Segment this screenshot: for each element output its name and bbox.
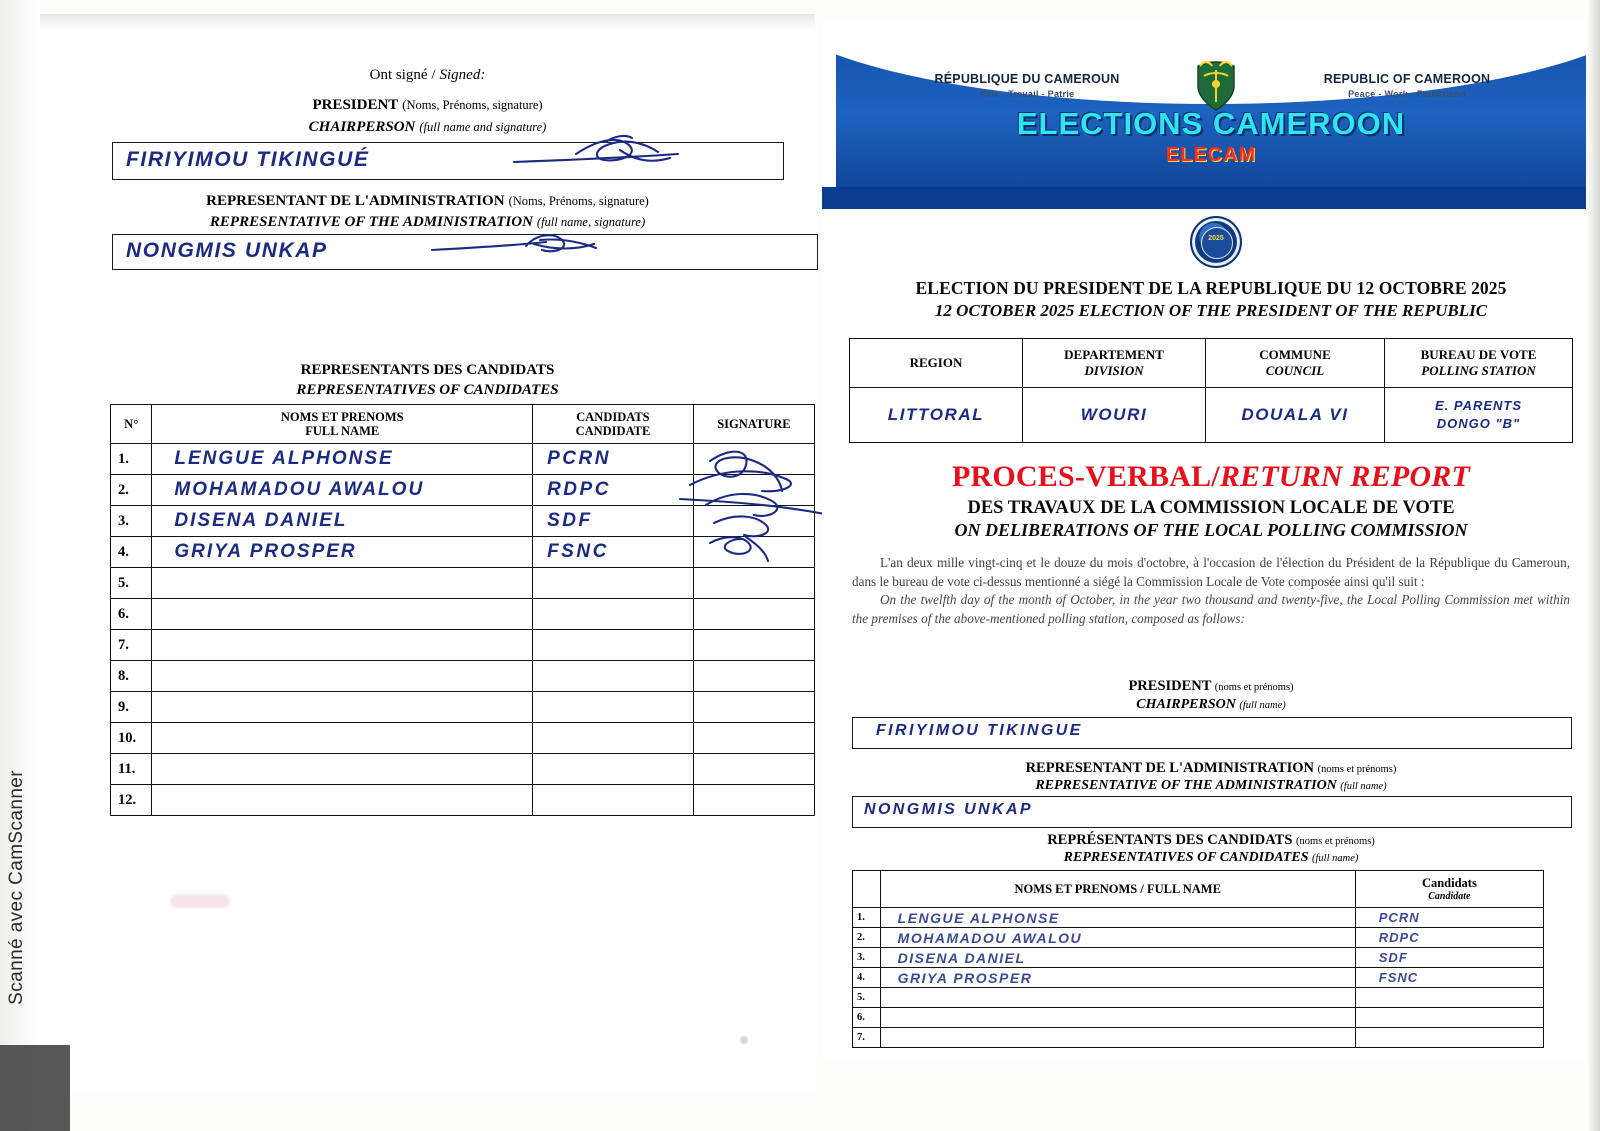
right-admin-label-fr-text: REPRESENTANT DE L'ADMINISTRATION <box>1025 760 1315 776</box>
row-name-cell[interactable] <box>152 506 533 537</box>
row-name-cell[interactable] <box>152 475 533 506</box>
row-num: 7. <box>111 630 152 661</box>
location-header-station-en: POLLING STATION <box>1421 363 1536 378</box>
location-value-station-cell[interactable] <box>1385 388 1573 443</box>
table-row <box>111 692 815 723</box>
president-label-en: CHAIRPERSON <box>308 119 416 135</box>
table-row <box>853 1008 1544 1028</box>
signed-heading <box>40 66 815 84</box>
table-header-row <box>111 405 815 444</box>
row-signature-cell[interactable] <box>693 661 814 692</box>
table-row <box>111 599 815 630</box>
republic-en: REPUBLIC OF CAMEROON <box>1323 72 1491 86</box>
right-candidates-label-en-text: REPRESENTATIVES OF CANDIDATES <box>1063 850 1309 865</box>
table-row <box>111 723 815 754</box>
location-header-council-en: COUNCIL <box>1265 363 1325 378</box>
location-header-region-fr: REGION <box>909 354 963 370</box>
row-candidate-cell[interactable] <box>533 599 694 630</box>
elecam-brand-subtitle: ELECAM <box>1165 144 1257 166</box>
right-admin-label-fr <box>822 760 1600 777</box>
motto-fr: Paix - Travail - Patrie <box>979 89 1075 99</box>
admin-label-row-en <box>40 213 815 231</box>
candidates-title-fr <box>40 361 815 379</box>
row-num: 12. <box>111 785 152 816</box>
right-candidates-label-en-paren: (full name) <box>1311 853 1359 864</box>
republic-en-block <box>1262 72 1552 99</box>
elecam-seal-icon <box>1190 216 1242 268</box>
header-name-fr: NOMS ET PRENOMS <box>280 409 404 424</box>
location-header-station-fr: BUREAU DE VOTE <box>1420 346 1537 362</box>
header-num: N° <box>111 405 152 444</box>
header-candidate-en: CANDIDATE <box>575 424 651 438</box>
location-value-row <box>850 388 1573 443</box>
right-candidates-table <box>852 870 1544 1048</box>
right-header-candidate-fr: Candidats <box>1421 876 1477 890</box>
candidates-title-en-text: REPRESENTATIVES OF CANDIDATES <box>296 382 559 398</box>
row-num: 4. <box>111 537 152 568</box>
right-president-label-en-paren: (full name) <box>1239 700 1286 711</box>
president-name-handwritten: FIRIYIMOU TIKINGUÉ <box>126 148 370 171</box>
right-president-label-fr-text: PRESIDENT <box>1128 678 1212 694</box>
pv-title-en: RETURN REPORT <box>1219 460 1470 493</box>
left-document-sheet <box>40 14 815 1094</box>
row-candidate: RDPC <box>547 479 611 500</box>
table-row <box>853 988 1544 1008</box>
row-signature-cell[interactable] <box>693 754 814 785</box>
row-candidate-cell[interactable] <box>1355 988 1543 1008</box>
right-candidates-label-fr <box>822 832 1600 849</box>
row-name: LENGUE ALPHONSE <box>174 448 394 469</box>
location-value-council-cell[interactable] <box>1206 388 1385 443</box>
row-name: DISENA DANIEL <box>174 510 348 531</box>
header-name-en: FULL NAME <box>305 424 380 438</box>
page-edge-shadow <box>40 14 815 30</box>
location-header-division-fr: DEPARTEMENT <box>1064 346 1164 362</box>
right-admin-label-en-text: REPRESENTATIVE OF THE ADMINISTRATION <box>1035 778 1337 793</box>
location-value-station-line1: E. PARENTS <box>1434 398 1523 414</box>
row-name: GRIYA PROSPER <box>897 969 1033 986</box>
pv-subtitle-fr: DES TRAVAUX DE LA COMMISSION LOCALE DE VOTE <box>967 498 1455 518</box>
right-header-candidate-en: Candidate <box>1428 891 1471 902</box>
admin-label-fr-paren: (Noms, Prénoms, signature) <box>508 194 649 208</box>
elecam-brand-title: ELECTIONS CAMEROON <box>1016 106 1406 141</box>
president-label-fr: PRESIDENT <box>312 97 399 113</box>
row-name: MOHAMADOU AWALOU <box>897 929 1083 946</box>
admin-label-en-paren: (full name, signature) <box>536 215 646 229</box>
row-name-cell[interactable] <box>880 948 1355 968</box>
location-header-region <box>850 339 1023 388</box>
row-num: 2. <box>111 475 152 506</box>
signed-heading-en: Signed: <box>439 67 486 83</box>
candidates-title-fr-text: REPRESENTANTS DES CANDIDATS <box>300 362 555 378</box>
row-candidate: PCRN <box>547 448 611 469</box>
right-table-header-row <box>853 871 1544 908</box>
row-candidate-cell[interactable] <box>1355 948 1543 968</box>
pv-title-fr: PROCES-VERBAL/ <box>952 460 1220 493</box>
row-num: 6. <box>853 1008 881 1028</box>
right-admin-label-fr-paren: (noms et prénoms) <box>1317 764 1397 775</box>
row-num: 9. <box>111 692 152 723</box>
location-header-division <box>1023 339 1206 388</box>
pv-title <box>822 460 1600 494</box>
preamble-paragraphs <box>852 554 1570 629</box>
table-row <box>111 785 815 816</box>
signed-heading-fr: Ont signé / <box>369 67 436 83</box>
location-value-division: WOURI <box>1080 405 1148 424</box>
table-row <box>111 754 815 785</box>
row-candidate-cell[interactable] <box>1355 968 1543 988</box>
candidates-title-en <box>40 381 815 399</box>
row-num: 3. <box>111 506 152 537</box>
row-signature-cell[interactable] <box>693 723 814 754</box>
right-admin-label-en-paren: (full name) <box>1340 781 1387 792</box>
president-signature-mark <box>510 132 740 184</box>
row-num: 1. <box>111 444 152 475</box>
table-row <box>111 661 815 692</box>
location-header-council-fr: COMMUNE <box>1259 346 1331 362</box>
row-num: 1. <box>853 908 881 928</box>
right-candidates-label-en <box>822 850 1600 866</box>
republic-fr: RÉPUBLIQUE DU CAMEROUN <box>934 72 1120 86</box>
row-name-cell[interactable] <box>880 928 1355 948</box>
location-header-row <box>850 339 1573 388</box>
president-label-en-paren: (full name and signature) <box>419 120 547 134</box>
row-name: MOHAMADOU AWALOU <box>174 479 425 500</box>
row-name-cell[interactable] <box>152 599 533 630</box>
right-president-label-en <box>822 697 1600 713</box>
row-candidate-cell[interactable] <box>533 661 694 692</box>
right-president-name-handwritten: FIRIYIMOU TIKINGUE <box>876 722 1083 739</box>
row-name-cell[interactable] <box>152 661 533 692</box>
pv-subtitle-en: ON DELIBERATIONS OF THE LOCAL POLLING COMMISSION <box>954 520 1468 540</box>
right-president-label-en-text: CHAIRPERSON <box>1136 697 1236 712</box>
row-num: 5. <box>111 568 152 599</box>
row-candidate-cell[interactable] <box>533 692 694 723</box>
president-label-fr-paren: (Noms, Prénoms, signature) <box>402 98 543 112</box>
row-num: 8. <box>111 661 152 692</box>
row-signature-cell[interactable] <box>693 599 814 630</box>
row-candidate-cell[interactable] <box>1355 1008 1543 1028</box>
right-header-candidate <box>1355 871 1543 908</box>
row-num: 6. <box>111 599 152 630</box>
row-candidate: FSNC <box>1378 970 1419 985</box>
row-num: 4. <box>853 968 881 988</box>
location-value-station-line2: DONGO "B" <box>1436 416 1521 431</box>
admin-signature-mark <box>430 226 660 272</box>
row-name-cell[interactable] <box>152 785 533 816</box>
table-row <box>853 1028 1544 1048</box>
admin-label-en: REPRESENTATIVE OF THE ADMINISTRATION <box>209 214 533 230</box>
location-header-council <box>1206 339 1385 388</box>
row-candidate-cell[interactable] <box>1355 1028 1543 1048</box>
row-name-cell[interactable] <box>152 723 533 754</box>
right-header-num <box>853 871 881 908</box>
right-edge-shadow <box>1586 0 1600 1131</box>
right-admin-label-en <box>822 778 1600 794</box>
location-header-division-en: DIVISION <box>1084 363 1144 378</box>
row-signature-cell[interactable] <box>693 785 814 816</box>
row-num: 3. <box>853 948 881 968</box>
row-name-cell[interactable] <box>152 568 533 599</box>
table-row <box>111 630 815 661</box>
row-name: DISENA DANIEL <box>897 949 1026 966</box>
preamble-fr: L'an deux mille vingt-cinq et le douze du mois d'octobre, à l'occasion de l'élection du Président de la République du Cameroun, dans le bureau de vote ci-dessus mentionné a siégé la Commission Locale de Vote composée ainsi qu'il suit : <box>852 555 1570 589</box>
row-signature-cell[interactable] <box>693 692 814 723</box>
row-num: 10. <box>111 723 152 754</box>
row-candidate-cell[interactable] <box>533 630 694 661</box>
admin-label-row-fr <box>40 192 815 210</box>
location-value-council: DOUALA VI <box>1241 405 1349 424</box>
row-candidate-cell[interactable] <box>533 785 694 816</box>
right-president-label-fr <box>822 678 1600 695</box>
right-president-label-fr-paren: (noms et prénoms) <box>1214 682 1294 693</box>
election-title-fr: ELECTION DU PRESIDENT DE LA REPUBLIQUE DU 12 OCTOBRE 2025 <box>915 278 1507 298</box>
right-admin-name-handwritten: NONGMIS UNKAP <box>864 801 1033 818</box>
republic-fr-block <box>882 72 1172 99</box>
row-candidate-cell[interactable] <box>533 723 694 754</box>
table-row <box>853 908 1544 928</box>
row-name-cell[interactable] <box>880 988 1355 1008</box>
location-table <box>849 338 1573 443</box>
location-value-region: LITTORAL <box>887 405 985 424</box>
row-candidate-cell[interactable] <box>1355 928 1543 948</box>
scan-corner-shadow <box>0 1045 70 1131</box>
admin-label-fr: REPRESENTANT DE L'ADMINISTRATION <box>206 193 505 209</box>
row-candidate-cell[interactable] <box>533 754 694 785</box>
row-num: 7. <box>853 1028 881 1048</box>
table-row <box>853 968 1544 988</box>
row-name-cell[interactable] <box>152 537 533 568</box>
row-name-cell[interactable] <box>152 630 533 661</box>
row-candidate: SDF <box>1378 950 1408 965</box>
right-candidates-label-fr-paren: (noms et prénoms) <box>1296 836 1375 847</box>
header-candidate-fr: CANDIDATS <box>576 409 650 424</box>
preamble-en: On the twelfth day of the month of October, in the year two thousand and twenty-five, the Local Polling Commission met within the premises of the above-mentioned polling station, composed as follows: <box>852 592 1570 627</box>
row-name-cell[interactable] <box>152 444 533 475</box>
election-title-en: 12 OCTOBER 2025 ELECTION OF THE PRESIDENT OF THE REPUBLIC <box>934 301 1488 320</box>
row-candidate-cell[interactable] <box>1355 908 1543 928</box>
president-label-row-fr <box>40 96 815 114</box>
right-header-name: NOMS ET PRENOMS / FULL NAME <box>880 871 1355 908</box>
row-num: 11. <box>111 754 152 785</box>
camscanner-watermark: Scanné avec CamScanner <box>6 770 27 1005</box>
location-value-division-cell[interactable] <box>1023 388 1206 443</box>
seal-year: 2025 <box>1208 235 1224 242</box>
row-name: GRIYA PROSPER <box>174 541 357 562</box>
row-candidate: FSNC <box>547 541 609 562</box>
row-candidate: SDF <box>547 510 593 531</box>
page-speck <box>740 1036 748 1044</box>
row-name-cell[interactable] <box>880 968 1355 988</box>
table-row <box>853 928 1544 948</box>
row-num: 2. <box>853 928 881 948</box>
admin-name-handwritten: NONGMIS UNKAP <box>126 239 328 262</box>
row-name-cell[interactable] <box>880 908 1355 928</box>
header-bottom-strip <box>822 187 1600 209</box>
row-candidate: PCRN <box>1378 910 1420 925</box>
right-document-sheet <box>822 20 1600 1060</box>
coat-of-arms-icon <box>1194 60 1238 112</box>
row-name-cell[interactable] <box>152 692 533 723</box>
row-name-cell[interactable] <box>880 1008 1355 1028</box>
table-row <box>853 948 1544 968</box>
motto-en: Peace - Work - Fatherland <box>1348 89 1466 99</box>
location-value-region-cell[interactable] <box>850 388 1023 443</box>
header-signature: SIGNATURE <box>693 405 814 444</box>
header-candidate <box>533 405 694 444</box>
page-smudge <box>170 894 230 908</box>
row-name-cell[interactable] <box>880 1028 1355 1048</box>
location-header-station <box>1385 339 1573 388</box>
row-name: LENGUE ALPHONSE <box>897 909 1060 926</box>
row-candidate: RDPC <box>1378 930 1420 945</box>
right-candidates-label-fr-text: REPRÉSENTANTS DES CANDIDATS <box>1047 832 1293 848</box>
seal-inner-ring <box>1201 227 1233 259</box>
row-signature-cell[interactable] <box>693 630 814 661</box>
row-name-cell[interactable] <box>152 754 533 785</box>
header-name <box>152 405 533 444</box>
row-num: 5. <box>853 988 881 1008</box>
